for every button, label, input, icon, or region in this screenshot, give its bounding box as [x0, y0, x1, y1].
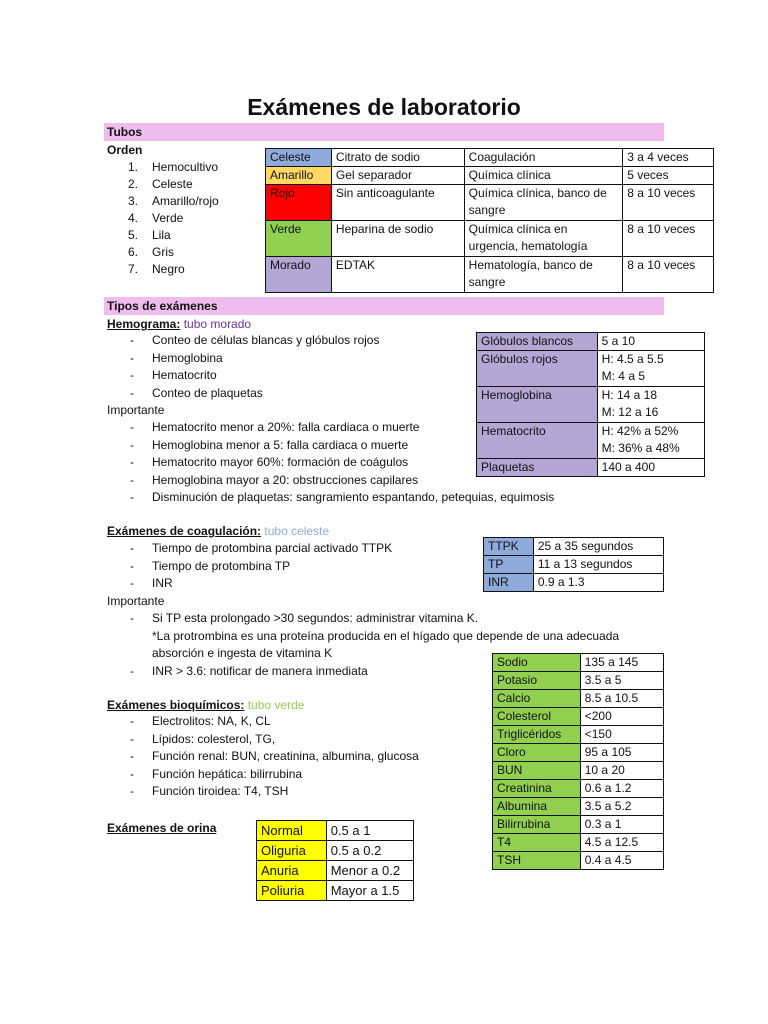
table-cell: Heparina de sodio [331, 221, 464, 257]
table-row [477, 351, 705, 387]
table-cell: 8.5 a 10.5 [580, 690, 663, 708]
table-cell: 5 a 10 [597, 333, 704, 351]
list-item: *La protrombina es una proteína producida en el hígado que depende de una adecuada [152, 628, 620, 643]
table-cell: 0.4 a 4.5 [580, 852, 663, 870]
table-cell: 0.5 a 1 [326, 821, 413, 841]
table-row [266, 185, 714, 221]
table-cell: 135 a 145 [580, 654, 663, 672]
bioquimicos-table [492, 653, 664, 870]
table-cell: Colesterol [493, 708, 581, 726]
table-row [266, 149, 714, 167]
table-row [493, 798, 664, 816]
list-item: - Conteo de células blancas y glóbulos rojos [107, 332, 379, 350]
table-cell: <150 [580, 726, 663, 744]
table-cell: 3 a 4 veces [623, 149, 714, 167]
table-row [484, 574, 664, 592]
tube-label: tubo verde [247, 698, 305, 712]
table-cell: Química clínica, banco de sangre [464, 185, 623, 221]
hemograma-table [476, 332, 705, 477]
table-cell: 8 a 10 veces [623, 185, 714, 221]
list-item: - Función hepática: bilirrubina [107, 766, 419, 784]
table-row [484, 556, 664, 574]
table-cell: 0.5 a 0.2 [326, 841, 413, 861]
bioquimicos-heading: Exámenes bioquímicos: tubo verde [107, 698, 305, 712]
tube-label: tubo celeste [264, 524, 330, 538]
table-cell: Anuria [257, 861, 327, 881]
table-cell: 3.5 a 5 [580, 672, 663, 690]
table-row [493, 834, 664, 852]
list-item: - Hemoglobina [107, 350, 379, 368]
table-row [484, 538, 664, 556]
table-cell: Química clínica [464, 167, 623, 185]
table-cell: 0.6 a 1.2 [580, 780, 663, 798]
table-cell: H: 42% a 52% M: 36% a 48% [597, 423, 704, 459]
table-cell: Coagulación [464, 149, 623, 167]
table-cell: Hematocrito [477, 423, 598, 459]
orden-list [128, 159, 219, 278]
table-row [493, 672, 664, 690]
table-row [477, 333, 705, 351]
table-cell: Potasio [493, 672, 581, 690]
table-row [493, 654, 664, 672]
coagulacion-heading: Exámenes de coagulación: tubo celeste [107, 524, 330, 538]
list-item: - Lípidos: colesterol, TG, [107, 731, 419, 749]
list-item: - Hematocrito mayor 60%: formación de coágulos [107, 454, 554, 472]
table-cell: 3.5 a 5.2 [580, 798, 663, 816]
table-cell: Normal [257, 821, 327, 841]
table-cell: Plaquetas [477, 459, 598, 477]
table-cell: Calcio [493, 690, 581, 708]
table-cell: Albumina [493, 798, 581, 816]
section-band-tubos: Tubos [104, 123, 664, 141]
table-cell: Poliuria [257, 881, 327, 901]
table-cell: TSH [493, 852, 581, 870]
list-item: - Función tiroidea: T4, TSH [107, 783, 419, 801]
table-row [493, 816, 664, 834]
table-cell: Rojo [266, 185, 332, 221]
coagulacion-list [107, 540, 392, 593]
table-cell: 10 a 20 [580, 762, 663, 780]
list-item: - Conteo de plaquetas [107, 385, 379, 403]
table-row [493, 708, 664, 726]
table-cell: 8 a 10 veces [623, 257, 714, 293]
table-cell: INR [484, 574, 534, 592]
table-cell: TP [484, 556, 534, 574]
table-cell: <200 [580, 708, 663, 726]
list-item: - Electrolitos: NA, K, CL [107, 713, 419, 731]
table-row [257, 861, 414, 881]
table-cell: Glóbulos rojos [477, 351, 598, 387]
table-cell: 5 veces [623, 167, 714, 185]
table-row [493, 780, 664, 798]
list-item: - Tiempo de protombina TP [107, 558, 392, 576]
table-row [477, 423, 705, 459]
table-row [493, 744, 664, 762]
table-row [493, 726, 664, 744]
list-item: 4. Verde [128, 211, 184, 225]
bioquimicos-list [107, 713, 419, 801]
table-row [493, 762, 664, 780]
table-cell: 11 a 13 segundos [533, 556, 663, 574]
table-cell: Sin anticoagulante [331, 185, 464, 221]
table-cell: Morado [266, 257, 332, 293]
table-cell: Oliguria [257, 841, 327, 861]
table-row [266, 221, 714, 257]
tubos-table [265, 148, 714, 293]
importante-label: Importante [107, 403, 165, 417]
table-cell: TTPK [484, 538, 534, 556]
list-item: - INR > 3.6: notificar de manera inmediata [107, 663, 619, 681]
table-row [257, 841, 414, 861]
table-cell: 95 a 105 [580, 744, 663, 762]
orina-heading: Exámenes de orina [107, 821, 217, 835]
list-item: 2. Celeste [128, 177, 193, 191]
page-title: Exámenes de laboratorio [247, 94, 521, 120]
table-cell: Amarillo [266, 167, 332, 185]
table-cell: Triglicéridos [493, 726, 581, 744]
table-cell: Cloro [493, 744, 581, 762]
table-cell: Verde [266, 221, 332, 257]
list-item: - Hematocrito menor a 20%: falla cardiaca o muerte [107, 419, 554, 437]
table-cell: BUN [493, 762, 581, 780]
list-item: - INR [107, 575, 392, 593]
hemograma-heading: Hemograma: tubo morado [107, 317, 252, 331]
table-cell: 0.3 a 1 [580, 816, 663, 834]
coagulacion-table [483, 537, 664, 592]
table-cell: Citrato de sodio [331, 149, 464, 167]
table-cell: Hematología, banco de sangre [464, 257, 623, 293]
table-cell: 140 a 400 [597, 459, 704, 477]
table-cell: Sodio [493, 654, 581, 672]
table-cell: Celeste [266, 149, 332, 167]
table-row [493, 852, 664, 870]
orina-table [256, 820, 414, 901]
table-row [257, 881, 414, 901]
list-item: 1. Hemocultivo [128, 160, 219, 174]
table-cell: 8 a 10 veces [623, 221, 714, 257]
table-cell: Bilirrubina [493, 816, 581, 834]
table-cell: H: 4.5 a 5.5 M: 4 a 5 [597, 351, 704, 387]
table-cell: 0.9 a 1.3 [533, 574, 663, 592]
table-row [257, 821, 414, 841]
list-item: 5. Lila [128, 228, 171, 242]
hemograma-list [107, 332, 379, 402]
list-item: - Función renal: BUN, creatinina, albumina, glucosa [107, 748, 419, 766]
list-item: - Disminución de plaquetas: sangramiento espantando, petequias, equimosis [107, 489, 554, 507]
table-cell: Menor a 0.2 [326, 861, 413, 881]
table-cell: 25 a 35 segundos [533, 538, 663, 556]
table-row [266, 167, 714, 185]
list-item: absorción e ingesta de vitamina K [152, 646, 333, 660]
orden-label: Orden [107, 143, 143, 157]
list-item: 3. Amarillo/rojo [128, 194, 219, 208]
table-row [266, 257, 714, 293]
importante-label: Importante [107, 594, 165, 608]
table-cell: H: 14 a 18 M: 12 a 16 [597, 387, 704, 423]
table-cell: Creatinina [493, 780, 581, 798]
table-cell: Química clínica en urgencia, hematología [464, 221, 623, 257]
list-item: - Tiempo de protombina parcial activado TTPK [107, 540, 392, 558]
list-item: - Hematocrito [107, 367, 379, 385]
table-row [477, 387, 705, 423]
list-item: - Si TP esta prolongado >30 segundos: administrar vitamina K. [107, 610, 619, 628]
table-cell: 4.5 a 12.5 [580, 834, 663, 852]
list-item: 7. Negro [128, 262, 185, 276]
list-item: - Hemoglobina menor a 5: falla cardiaca o muerte [107, 437, 554, 455]
section-band-tipos: Tipos de exámenes [104, 297, 664, 315]
table-cell: Glóbulos blancos [477, 333, 598, 351]
table-cell: Mayor a 1.5 [326, 881, 413, 901]
tube-label: tubo morado [183, 317, 252, 331]
list-item: - Hemoglobina mayor a 20: obstrucciones capilares [107, 472, 554, 490]
list-item: 6. Gris [128, 245, 174, 259]
table-row [493, 690, 664, 708]
table-cell: Gel separador [331, 167, 464, 185]
table-cell: T4 [493, 834, 581, 852]
table-row [477, 459, 705, 477]
table-cell: EDTAK [331, 257, 464, 293]
table-cell: Hemoglobina [477, 387, 598, 423]
